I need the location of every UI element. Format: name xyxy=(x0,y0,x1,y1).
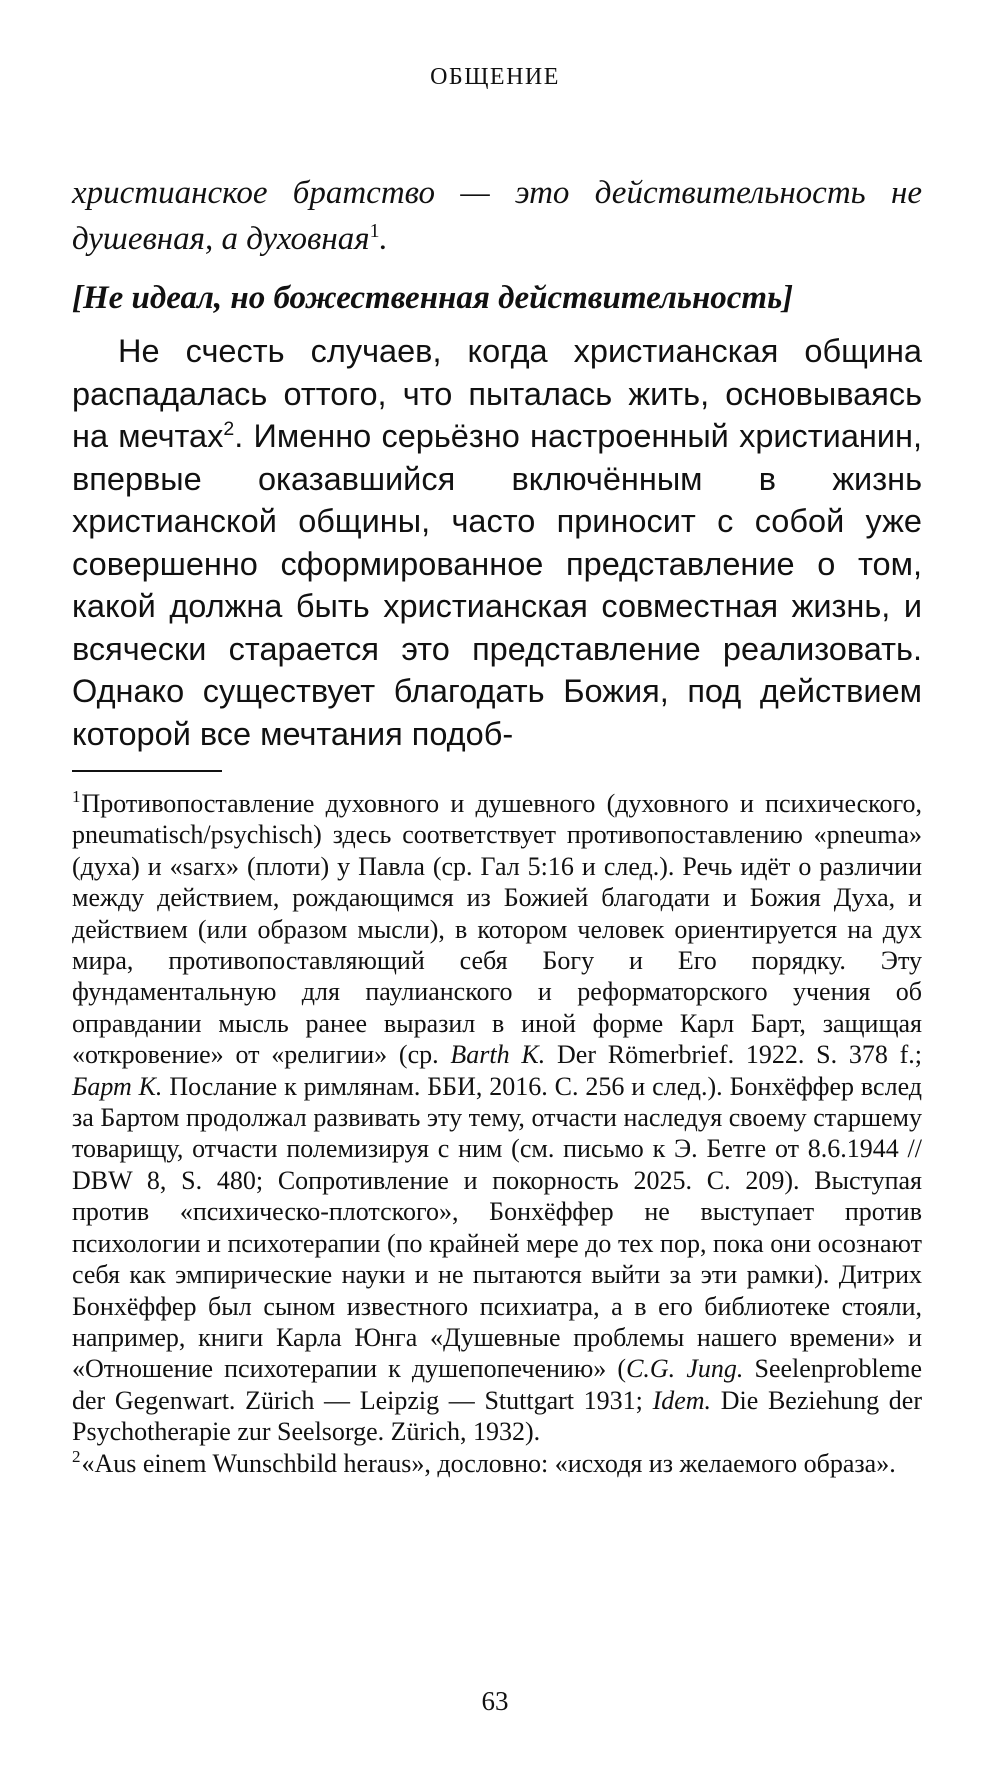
footnote-ref-1[interactable]: 1 xyxy=(369,220,380,242)
author-name: Idem. xyxy=(652,1385,712,1415)
footnote-text: Seelenprobleme der Gegenwart. Zürich — Leipzig — Stuttgart 1931; xyxy=(72,1354,922,1415)
author-name: Barth K. xyxy=(450,1040,546,1070)
lead-tail: . xyxy=(379,221,388,257)
body-paragraph xyxy=(72,330,922,755)
footnote-text: Послание к римлянам. ББИ, 2016. С. 256 и след.). Бонхёффер вслед за Бартом продолжал развивать эту тему, отчасти наследуя своему старшему товарищу, отчасти полемизируя с ним (см. письмо к Э. Бетге от 8.6.1944 // DBW 8, S. 480; Сопротивление и покорность 2025. С. 209). Выступая против «психическо-плотского», Бонхёффер не выступает против психологии и психотерапии (по крайней мере до тех пор, пока они осознают себя как эмпирические науки и не пытаются выйти за эти рамки). Дитрих Бонхёффер был сыном известного психиатра, а в его библиотеке стояли, например, книги Карла Юнга «Душевные проблемы нашего времени» и «Отношение психотерапии к душепопечению» ( xyxy=(72,1071,922,1384)
footnote-text: Der Römerbrief. 1922. S. 378 f.; xyxy=(557,1040,922,1070)
lead-paragraph xyxy=(72,170,922,262)
footnote-number: 2 xyxy=(72,1446,81,1466)
page-number: 63 xyxy=(481,1686,509,1716)
body-text-part1: Не счесть случаев, когда христианская община распадалась оттого, что пыталась жить, основываясь на мечтах xyxy=(72,333,922,454)
footnote-2 xyxy=(72,1448,922,1479)
footnote-1 xyxy=(72,788,922,1448)
footnotes xyxy=(72,788,922,1479)
footnote-number: 1 xyxy=(72,787,81,807)
footnote-text: Противопоставление духовного и душевного (духовного и психического, pneumatisch/psychisch) здесь соответствует противопоставлению «pneuma» (духа) и «sarx» (плоти) у Павла (ср. Гал 5:16 и след.). Речь идёт о различии между действием, рождающимся из Божией благодати и Божия Духа, и действием (или образом мысли), в котором человек ориентируется на дух мира, противопоставляющий себя Богу и Его порядку. Эту фундаментальную для паулианского и реформаторского учения об оправдании мысль ранее выразил в иной форме Карл Барт, защищая «откровение» от «религии» (ср. xyxy=(72,789,922,1070)
running-head: ОБЩЕНИЕ xyxy=(430,64,560,90)
footnote-divider xyxy=(72,770,222,772)
author-name: C.G. Jung. xyxy=(626,1354,744,1384)
author-name: Барт К. xyxy=(72,1071,163,1101)
footnote-text: «Aus einem Wunschbild heraus», дословно: «исходя из желаемого образа». xyxy=(81,1448,896,1478)
lead-text: христианское братство — это действительность не душевная, а духовная xyxy=(72,175,922,257)
section-heading: [Не идеал, но божественная действительность] xyxy=(72,280,794,316)
footnote-ref-2[interactable]: 2 xyxy=(223,418,235,441)
body-text-part2: . Именно серьёзно настроенный христианин, впервые оказавшийся включённым в жизнь христианской общины, часто приносит с собой уже совершенно сформированное представление о том, какой должна быть христианская совместная жизнь, и всячески старается это представление реализовать. Однако существует благодать Божия, под действием которой все мечтания подоб- xyxy=(72,418,922,752)
footnote-text: Die Beziehung der Psychotherapie zur Seelsorge. Zürich, 1932). xyxy=(72,1385,922,1447)
